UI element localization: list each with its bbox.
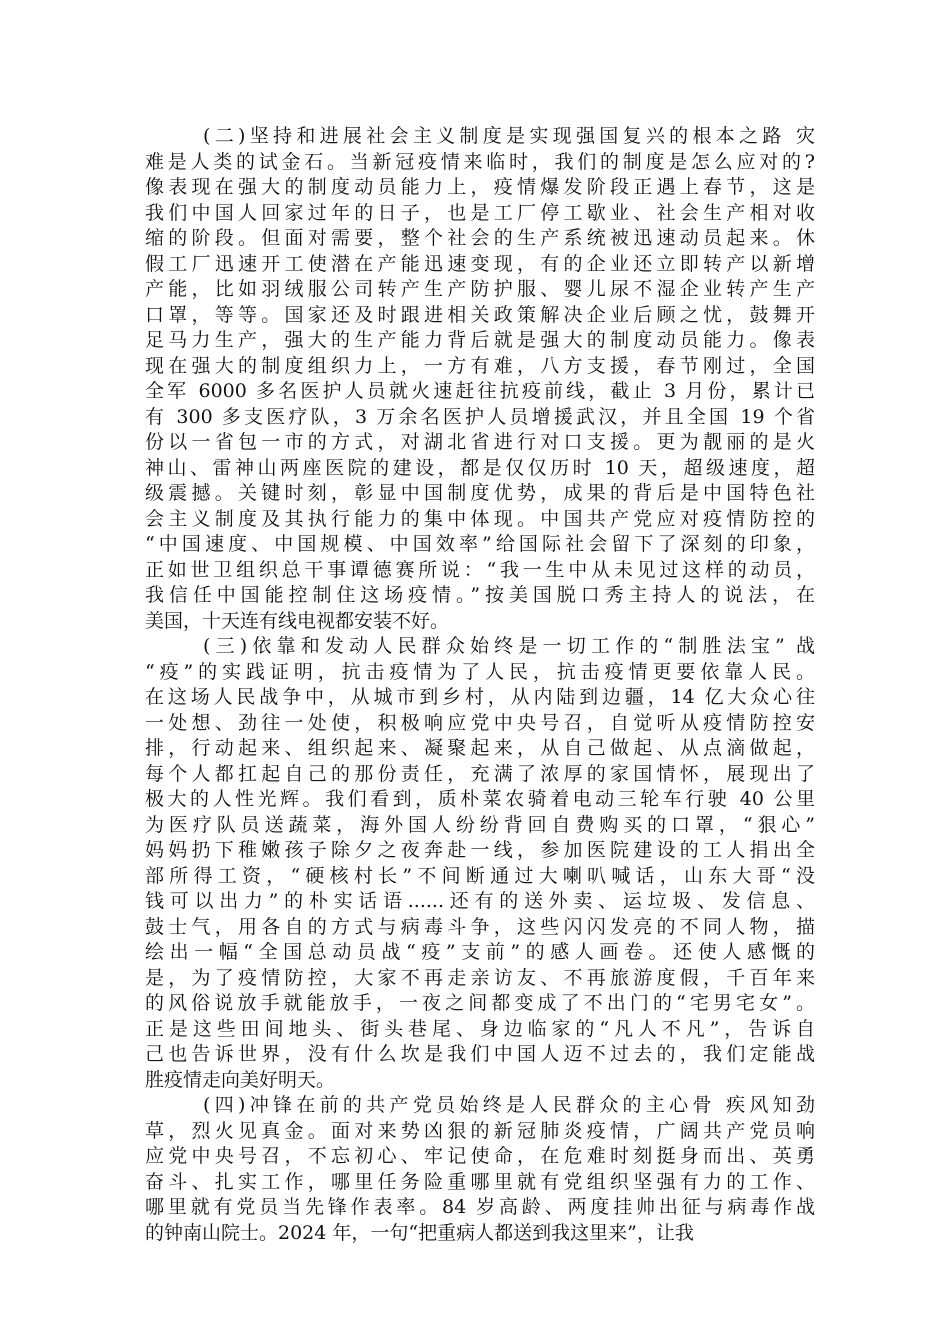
text-line: 有 300 多支医疗队，3 万余名医护人员增援武汉，并且全国 19 个省 (145, 405, 815, 428)
text-line: 会主义制度及其执行能力的集中体现。中国共产党应对疫情防控的 (145, 507, 815, 530)
text-line: (二)坚持和进展社会主义制度是实现强国复兴的根本之路 灾 (203, 125, 815, 147)
text-line: 极大的人性光辉。我们看到，质朴菜农骑着电动三轮车行驶 40 公里 (145, 788, 815, 810)
text-line: 为医疗队员送蔬菜，海外国人纷纷背回自费购买的口罩，“狠心” (145, 813, 815, 836)
text-line: 排，行动起来、组织起来、凝聚起来，从自己做起、从点滴做起， (145, 737, 815, 759)
text-line: 在这场人民战争中，从城市到乡村，从内陆到边疆，14 亿大众心往 (145, 686, 815, 708)
text-line: 足马力生产，强大的生产能力背后就是强大的制度动员能力。像表 (145, 329, 815, 351)
text-line: 美国，十天连有线电视都安装不好。 (145, 609, 450, 632)
text-line: 假工厂迅速开工使潜在产能迅速变现，有的企业还立即转产以新增 (145, 252, 815, 275)
text-line: 奋斗、扎实工作，哪里任务险重哪里就有党组织坚强有力的工作、 (145, 1170, 815, 1193)
text-line: 己也告诉世界，没有什么坎是我们中国人迈不过去的，我们定能战 (145, 1043, 815, 1065)
text-line: “疫”的实践证明，抗击疫情为了人民，抗击疫情更要依靠人民。 (145, 660, 815, 683)
text-line: 草，烈火见真金。面对来势凶狠的新冠肺炎疫情，广阔共产党员响 (145, 1119, 815, 1142)
text-line: 的钟南山院士。2024 年，一句“把重病人都送到我这里来”，让我 (145, 1221, 694, 1244)
text-line: 一处想、劲往一处使，积极响应党中央号召，自觉听从疫情防控安 (145, 711, 815, 734)
paragraph-p3 (145, 634, 815, 1093)
text-line: 级震撼。关键时刻，彰显中国制度优势，成果的背后是中国特色社 (145, 482, 815, 504)
text-line: 口罩，等等。国家还及时跟进相关政策解决企业后顾之忧，鼓舞开 (145, 303, 815, 326)
text-line: 妈妈扔下稚嫩孩子除夕之夜奔赴一线，参加医院建设的工人捐出全 (145, 839, 815, 861)
text-line: 哪里就有党员当先锋作表率。84 岁高龄、两度挂帅出征与病毒作战 (145, 1196, 815, 1218)
text-line: 的风俗说放手就能放手，一夜之间都变成了不出门的“宅男宅女”。 (145, 992, 815, 1014)
text-line: 正是这些田间地头、街头巷尾、身边临家的“凡人不凡”，告诉自 (145, 1017, 815, 1040)
document-page (145, 124, 815, 1246)
text-line: 像表现在强大的制度动员能力上，疫情爆发阶段正遇上春节，这是 (145, 176, 815, 198)
text-line: 鼓士气，用各自的方式与病毒斗争，这些闪闪发亮的不同人物，描 (145, 915, 815, 938)
text-line: (四)冲锋在前的共产党员始终是人民群众的主心骨 疾风知劲 (203, 1094, 815, 1116)
text-line: 我们中国人回家过年的日子，也是工厂停工歇业、社会生产相对收 (145, 201, 815, 224)
text-line: 胜疫情走向美好明天。 (145, 1068, 336, 1091)
text-line: 是，为了疫情防控，大家不再走亲访友、不再旅游度假，千百年来 (145, 966, 815, 989)
text-line: 每个人都扛起自己的那份责任，充满了浓厚的家国情怀，展现出了 (145, 762, 815, 785)
paragraph-p2 (145, 124, 815, 634)
text-line: 现在强大的制度组织力上，一方有难，八方支援，春节刚过，全国 (145, 354, 815, 377)
document-body (145, 124, 815, 1246)
text-line: (三)依靠和发动人民群众始终是一切工作的“制胜法宝” 战 (203, 635, 815, 657)
text-line: 神山、雷神山两座医院的建设，都是仅仅历时 10 天，超级速度，超 (145, 456, 815, 479)
text-line: 全军 6000 多名医护人员就火速赶往抗疫前线，截止 3 月份，累计已 (145, 380, 815, 402)
text-line: 产能，比如羽绒服公司转产生产防护服、婴儿尿不湿企业转产生产 (145, 278, 815, 300)
text-line: 部所得工资，“硬核村长”不间断通过大喇叭喊话，山东大哥“没 (145, 864, 815, 887)
text-line: 难是人类的试金石。当新冠疫情来临时，我们的制度是怎么应对的? (145, 150, 815, 173)
text-line: “中国速度、中国规模、中国效率”给国际社会留下了深刻的印象， (145, 533, 815, 555)
text-line: 正如世卫组织总干事谭德赛所说：“我一生中从未见过这样的动员， (145, 558, 815, 581)
text-line: 我信任中国能控制住这场疫情。”按美国脱口秀主持人的说法，在 (145, 584, 815, 606)
paragraph-p4 (145, 1093, 815, 1246)
text-line: 应党中央号召，不忘初心、牢记使命，在危难时刻挺身而出、英勇 (145, 1145, 815, 1167)
text-line: 份以一省包一市的方式，对湖北省进行对口支援。更为靓丽的是火 (145, 431, 815, 453)
text-line: 钱可以出力”的朴实话语......还有的送外卖、运垃圾、发信息、 (145, 890, 815, 912)
text-line: 缩的阶段。但面对需要，整个社会的生产系统被迅速动员起来。休 (145, 227, 815, 249)
text-line: 绘出一幅“全国总动员战“疫”支前”的感人画卷。还使人感慨的 (145, 941, 815, 963)
